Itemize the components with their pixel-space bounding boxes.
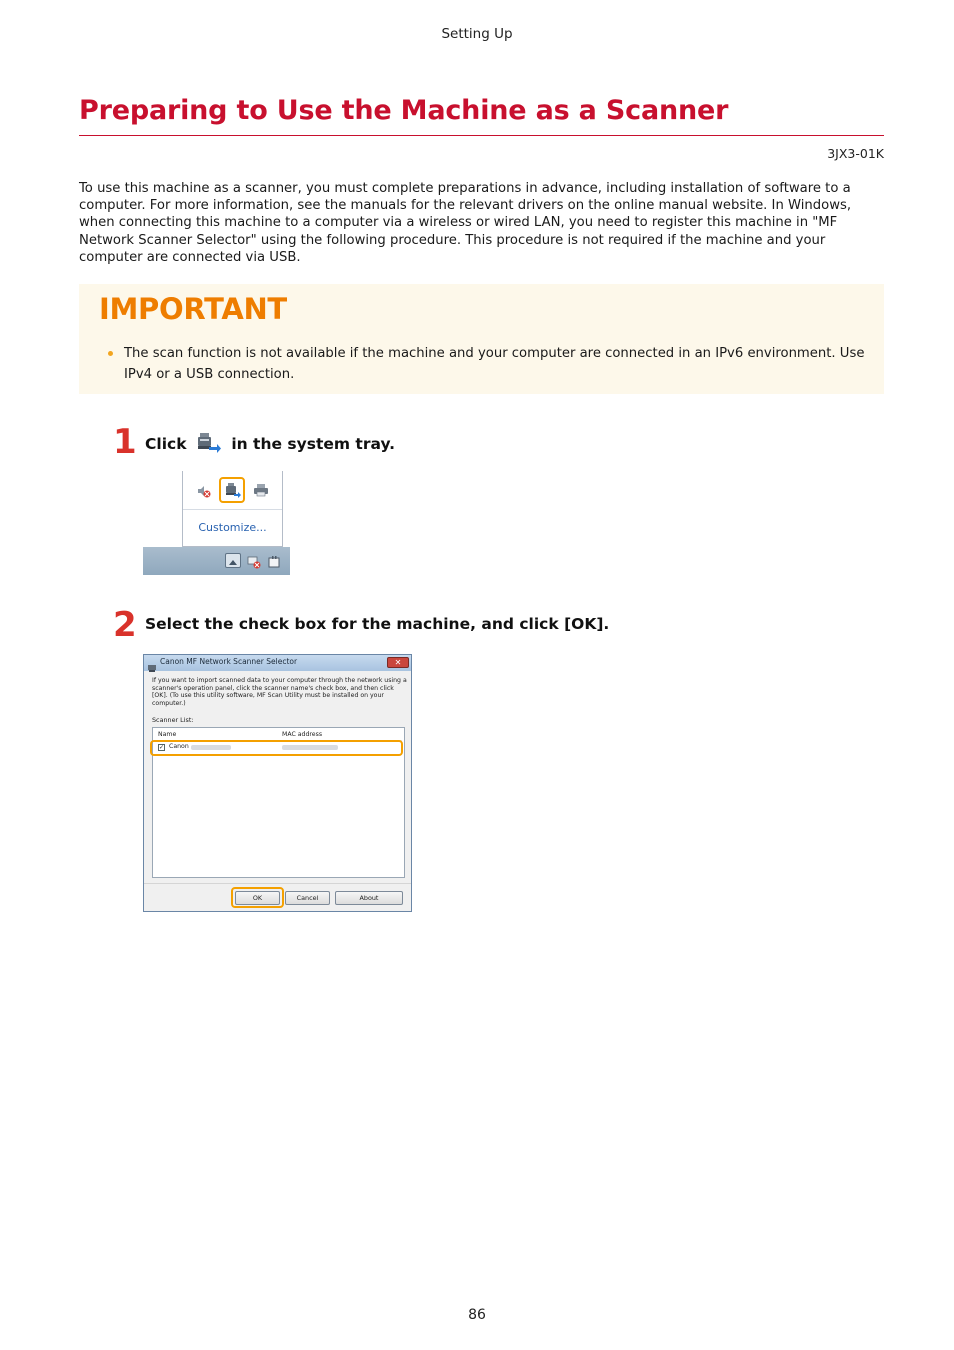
menu-separator: [183, 509, 282, 510]
customize-link[interactable]: Customize...: [198, 521, 267, 534]
scanner-checkbox[interactable]: ✓: [159, 744, 165, 751]
step-number: 1: [113, 422, 137, 462]
scanner-selector-dialog: [143, 654, 412, 912]
step-number: 2: [113, 605, 137, 645]
taskbar: [143, 547, 290, 575]
show-hidden-icons-icon[interactable]: [225, 553, 241, 568]
scanner-list-label: Scanner List:: [152, 716, 194, 724]
column-header-name[interactable]: Name: [158, 731, 177, 738]
dialog-titlebar: [144, 655, 411, 671]
document-id: 3JX3-01K: [827, 146, 884, 161]
row-highlight: [150, 740, 403, 756]
cancel-button[interactable]: Cancel: [285, 891, 330, 905]
page-title: Preparing to Use the Machine as a Scanner: [79, 95, 729, 126]
printer-tray-icon: [253, 482, 269, 501]
tray-overflow-popup: [182, 471, 283, 547]
important-box: [79, 284, 884, 394]
volume-muted-icon: [197, 483, 211, 502]
scanner-name: Canon: [169, 743, 189, 750]
title-underline: [79, 135, 884, 136]
dialog-description: If you want to import scanned data to your computer through the network using a scanner's operation panel, click the scanner name's check box, and then click [OK]. (To use this utility software, MF Scan Utility must be installed on your computer.): [152, 677, 407, 707]
close-button[interactable]: ✕: [387, 657, 409, 668]
running-header: Setting Up: [441, 26, 513, 42]
page-number: 86: [468, 1307, 486, 1323]
step-text-after: in the system tray.: [231, 435, 396, 453]
important-bullet: The scan function is not available if the machine and your computer are connected in an IPv6 environment. Use IPv4 or a USB connection.: [124, 346, 865, 382]
column-header-mac[interactable]: MAC address: [282, 731, 323, 738]
system-tray-screenshot: [143, 471, 290, 575]
step-text-before: Click: [145, 435, 187, 453]
scanner-selector-tray-icon: [225, 482, 241, 502]
power-icon: [267, 554, 281, 573]
step-instruction: Select the check box for the machine, and click [OK].: [145, 615, 610, 633]
intro-paragraph: To use this machine as a scanner, you must complete preparations in advance, including installation of software to a computer. For more information, see the manuals for the relevant drivers on the online manual website. In Windows, when connecting this machine to a computer via a wireless or wired LAN, you need to register this machine in "MF Network Scanner Selector" using the following procedure. This procedure is not required if the machine and your computer are connected via USB.: [79, 181, 852, 265]
important-heading: IMPORTANT: [99, 292, 287, 326]
app-icon: [147, 658, 157, 677]
about-button[interactable]: About: [335, 891, 403, 905]
dialog-title: Canon MF Network Scanner Selector: [160, 657, 298, 666]
step-instruction: [145, 432, 395, 453]
scanner-selector-tray-icon: [196, 432, 222, 452]
bullet-icon: [108, 351, 113, 356]
ok-button[interactable]: OK: [235, 891, 280, 905]
network-error-icon: [247, 554, 261, 573]
button-separator: [144, 883, 411, 884]
scanner-tray-icon-highlight[interactable]: [219, 477, 245, 503]
